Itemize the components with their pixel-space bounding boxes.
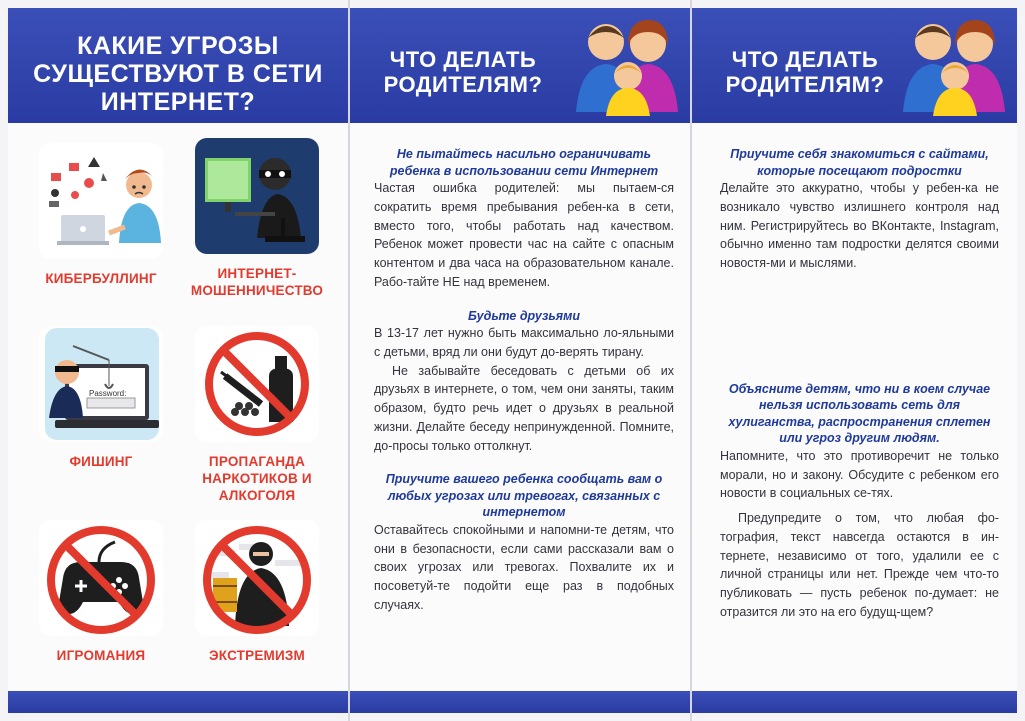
- section-text: Оставайтесь спокойными и напомни-те детям, что они в безопасности, если сами рассказали вам о своих угрозах или тревогах. Похвалите их и посоветуй-те подойти еще раз в подобных случаях.: [374, 522, 674, 612]
- content-column: [720, 146, 999, 622]
- section-heading: Приучите себя знакомиться с сайтами, которые посещают подростки: [730, 147, 989, 178]
- cyberbullying-icon: [39, 143, 163, 259]
- threat-label: ЭКСТРЕМИЗМ: [209, 648, 305, 663]
- threat-label: ПРОПАГАНДА НАРКОТИКОВ И АЛКОГОЛЯ: [202, 454, 312, 503]
- threat-phishing: [26, 326, 176, 471]
- panel-threats: [8, 8, 348, 713]
- section-text: В 13-17 лет нужно быть максимально ло-яльными с детьми, вряд ли они будут до-верять тирану.: [374, 326, 674, 359]
- threat-extremism: [182, 520, 332, 665]
- family-icon: [899, 16, 1009, 116]
- phishing-icon: [39, 326, 163, 442]
- threat-cyberbullying: [26, 143, 176, 288]
- fold-line: [690, 0, 692, 721]
- panel-title: ЧТО ДЕЛАТЬ РОДИТЕЛЯМ?: [725, 47, 885, 97]
- section-heading: Объясните детям, что ни в коем случае нельзя использовать сеть для хулиганства, распространения сплетен или угроз другим людям.: [728, 381, 991, 446]
- password-label: Password:: [89, 389, 127, 398]
- threat-label: КИБЕРБУЛЛИНГ: [45, 271, 157, 286]
- no-gaming-icon: [39, 520, 163, 636]
- threat-label: ИНТЕРНЕТ-МОШЕННИЧЕСТВО: [190, 266, 324, 298]
- hacker-icon: [195, 138, 319, 254]
- threat-internet-fraud: [182, 138, 332, 300]
- section-text: Напомните, что это противоречит не только морали, но и закону. Обсудите с ребенком его новости в социальных се-тях.: [720, 448, 999, 501]
- no-drugs-icon: [195, 326, 319, 442]
- no-extremism-icon: [195, 520, 319, 636]
- section-heading: Не пытайтесь насильно ограничивать ребенка в использовании сети Интернет: [389, 147, 659, 178]
- section-text: Частая ошибка родителей: мы пытаем-ся сократить время пребывания ребен-ка в сети, вместо того, чтобы работать над качеством. Ребенок может провести час на сайте с опасным контентом и два часа на образовательном канале. Рабо-тайте НЕ над временем.: [374, 181, 674, 289]
- family-icon: [572, 16, 682, 116]
- content-column: [374, 146, 674, 615]
- section-text: Не забывайте беседовать с детьми об их друзьях в интернете, о том, чем они заняты, таким образом, будто речь идет о друзьях в реальной жизни. Делайте беседу непринужденной. Помните, до-просы только оттолкнут.: [374, 363, 674, 453]
- section-heading: Приучите вашего ребенка сообщать вам о любых угрозах или тревогах, связанных с интернетом: [385, 472, 663, 520]
- threat-label: ИГРОМАНИЯ: [56, 648, 146, 663]
- footer-band: [350, 691, 690, 713]
- panel-parents-1: [350, 8, 690, 713]
- threat-label: ФИШИНГ: [69, 454, 133, 469]
- panel-title: КАКИЕ УГРОЗЫ СУЩЕСТВУЮТ В СЕТИ ИНТЕРНЕТ?: [33, 32, 323, 116]
- footer-band: [692, 691, 1017, 713]
- section-text: Делайте это аккуратно, чтобы у ребен-ка не возникало чувство излишнего контроля над ним. Регистрируйтесь во ВКонтакте, Instagram, обычно именно там подростки делятся своими новостя-ми и мыслями.: [720, 181, 999, 270]
- panel-title: ЧТО ДЕЛАТЬ РОДИТЕЛЯМ?: [383, 47, 543, 97]
- threat-gaming-addiction: [26, 520, 176, 665]
- footer-band: [8, 691, 348, 713]
- threat-drug-propaganda: [182, 326, 332, 505]
- section-heading: Будьте друзьями: [467, 308, 581, 323]
- fold-line: [348, 0, 350, 721]
- panel-parents-2: [692, 8, 1017, 713]
- section-text: Предупредите о том, что любая фо-тография, текст навсегда остаются в ин-тернете, независимо от того, удалили ее с личной страницы или нет. Прежде чем что-то публиковать — пусть ребенок по-думает: не отразится ли это на его будущ-щем?: [720, 511, 999, 619]
